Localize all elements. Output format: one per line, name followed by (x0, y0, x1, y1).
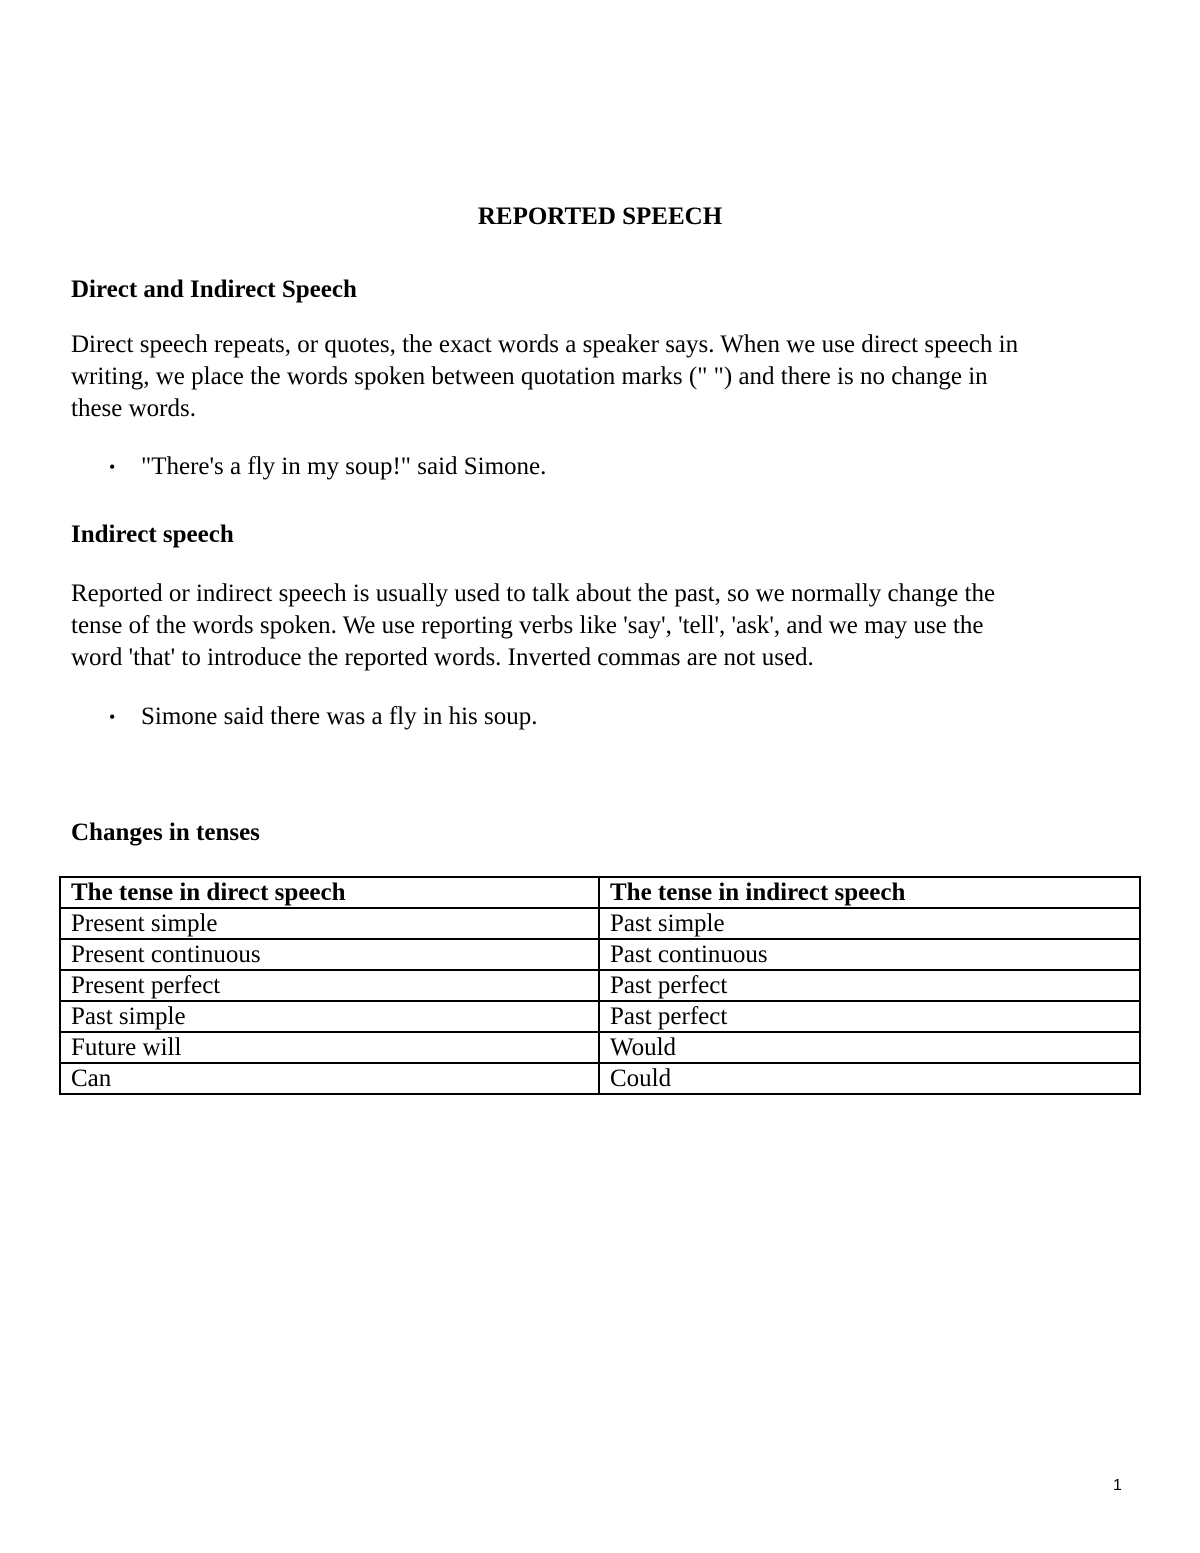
paragraph-line: tense of the words spoken. We use reporting verbs like 'say', 'tell', 'ask', and we may use the (71, 612, 984, 639)
table-row (60, 1032, 1140, 1063)
table-cell: Present continuous (60, 939, 599, 970)
table-header-row (60, 877, 1140, 908)
table-cell: Could (599, 1063, 1140, 1094)
example-text: Simone said there was a fly in his soup. (141, 703, 538, 730)
table-row (60, 1063, 1140, 1094)
paragraph-line: these words. (71, 395, 196, 422)
table-cell: Present perfect (60, 970, 599, 1001)
section-heading-indirect: Indirect speech (71, 521, 234, 548)
paragraph-line: Reported or indirect speech is usually used to talk about the past, so we normally change the (71, 580, 996, 607)
table-cell: Past perfect (599, 1001, 1140, 1032)
paragraph-line: Direct speech repeats, or quotes, the exact words a speaker says. When we use direct speech in (71, 331, 1019, 358)
table-cell: Past simple (60, 1001, 599, 1032)
bullet-icon: • (109, 457, 116, 477)
section-heading-tenses: Changes in tenses (71, 819, 260, 846)
paragraph-direct-speech (71, 329, 1131, 425)
table-row (60, 908, 1140, 939)
tense-changes-table (59, 876, 1141, 1095)
document-title: REPORTED SPEECH (477, 203, 723, 230)
example-text: "There's a fly in my soup!" said Simone. (141, 453, 547, 480)
table-row (60, 1001, 1140, 1032)
table-cell: Future will (60, 1032, 599, 1063)
section-heading-direct-indirect: Direct and Indirect Speech (71, 276, 357, 303)
table-row (60, 939, 1140, 970)
page-number: 1 (1113, 1477, 1122, 1494)
table-cell: Present simple (60, 908, 599, 939)
paragraph-indirect-speech (71, 578, 1131, 674)
table-cell: Can (60, 1063, 599, 1094)
column-header-indirect: The tense in indirect speech (599, 877, 1140, 908)
table-cell: Past simple (599, 908, 1140, 939)
table-cell: Past continuous (599, 939, 1140, 970)
table-cell: Would (599, 1032, 1140, 1063)
paragraph-line: word 'that' to introduce the reported words. Inverted commas are not used. (71, 644, 814, 671)
table-cell: Past perfect (599, 970, 1140, 1001)
column-header-direct: The tense in direct speech (60, 877, 599, 908)
bullet-icon: • (109, 707, 116, 727)
paragraph-line: writing, we place the words spoken between quotation marks (" ") and there is no change in (71, 363, 988, 390)
table-row (60, 970, 1140, 1001)
